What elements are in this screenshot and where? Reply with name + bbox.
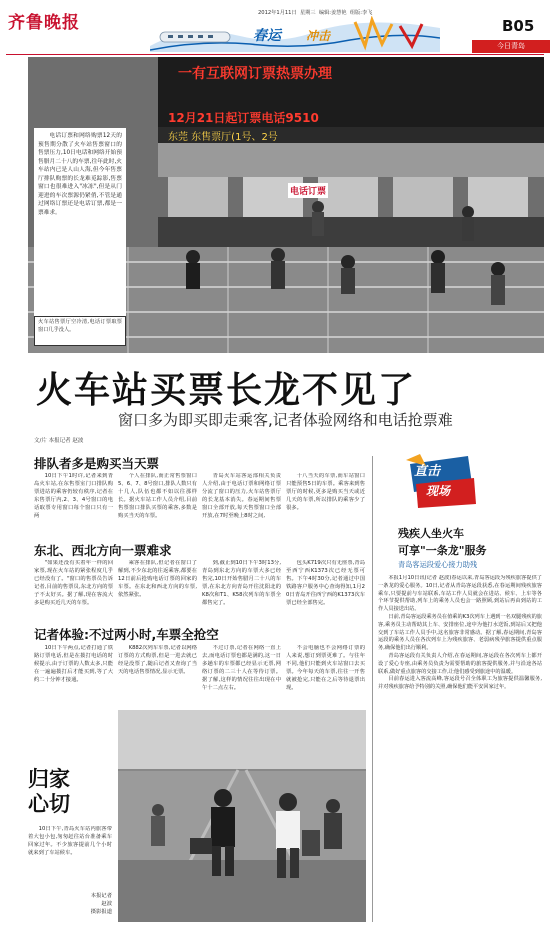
section2-col4-text: 包头K719次只有无座票,青岛至西宁西K1373次已经无票可售。下午4时30分,记者通过中国铁路客户服务中心查询得知,1月20日青岛开往西宁西的K1373次车票已经全部售完。 <box>286 560 365 606</box>
section1-col4 <box>286 473 365 533</box>
section1-col2-text: 个人在排队,而正常售票窗口5、6、7、8号窗口,排队人数只有十几人,队伍也都不如以往那样长。据火车站工作人员介绍,目前售票窗口排队买票的乘客,多数是购买当天的车票。 <box>118 473 197 519</box>
photo-intro <box>34 128 126 316</box>
caption-credit-1: 本报记者 <box>90 893 112 899</box>
travelers-photo <box>118 710 366 922</box>
side-title-line1: 残疾人坐火车 <box>398 527 464 540</box>
section3-col2 <box>118 645 197 705</box>
photo-caption <box>34 316 126 346</box>
photo-caption-text: 火车站售票厅空冷清,电话订票取票窗口几乎没人。 <box>38 319 122 333</box>
caption-heading <box>28 766 70 816</box>
section2-col3-text: 到,截止到10日下午3时13分,青岛到东北方向的车票大多已经售完,10日开始售腊月二十八的车票,在东北方向青岛开往沈阳北的K8次和T1、K58次列车的车票全都售完了。 <box>202 560 281 606</box>
subheadline: 窗口多为即买即走乘客,记者体验网络和电话抢票难 <box>118 411 453 429</box>
designer: 组版:李飞 <box>349 10 373 16</box>
screen-line-3: 东莞 东售票厅(1号、2号 <box>168 132 278 143</box>
banner-title: 春运 <box>253 28 281 44</box>
section1-col4-text: 十八当天的车票,而车站窗口只能预售5日的车票。乘客来到售票厅的时候,更多是购买当天或近几天的车票,所以排队的乘客少了很多。 <box>286 473 365 511</box>
caption-text-body: 10日下午,青岛火车站内旅客带着大包小包,匆匆赶往站台准备乘车回家过年。不少旅客提前几个小时就来到了车站候车。 <box>28 826 112 856</box>
section1-col2 <box>118 473 197 533</box>
newspaper-logo: 齐鲁晚报 <box>8 13 80 33</box>
editor: 编辑:姜慧艳 <box>318 10 347 16</box>
byline: 文/片 本报记者 赵波 <box>34 438 84 444</box>
issue-date: 2012年1月11日 <box>258 10 297 16</box>
screen-line-2: 12月21日起订票电话9510 <box>168 111 319 125</box>
section3-col1 <box>34 645 113 705</box>
section2-col4 <box>286 560 365 620</box>
section1-title: 排队者多是购买当天票 <box>34 456 160 471</box>
section3-title: 记者体验:不过两小时,车票全抢空 <box>34 627 219 642</box>
section3-col3 <box>202 645 281 705</box>
phone-booking-sign: 电话订票 <box>288 183 328 198</box>
section-label: 今日青岛 <box>472 40 550 53</box>
screen-line-1: 一有互联网订票热票办理 <box>178 66 332 82</box>
page-number: B05 <box>502 17 535 35</box>
badge-line2: 现场 <box>426 484 451 498</box>
side-subtitle: 青岛客运段爱心接力助残 <box>398 560 478 569</box>
caption-text <box>28 826 112 888</box>
headline: 火车站买票长龙不见了 <box>36 369 417 411</box>
side-story-body <box>378 575 542 920</box>
section2-col3 <box>202 560 281 620</box>
side-title-line2: 可享"一条龙"服务 <box>398 544 487 557</box>
section3-col1-text: 10日下午两点,记者打通了铁路订票电话,但是在拨打电话的时候提示,由于订票的人数太多,只能在一遍遍拨打后才能买到,等了大约二十分钟才接通。 <box>34 645 113 683</box>
section2-col1-text: "如果还没有买着年一样的回家票,现在火车站的紧张程度几乎已经没有了。"窗口的售票员告诉记者,目前的售票员,东北方向的票子不太好买。据了解,现在客流大多是购买近几天的车票。 <box>34 560 113 606</box>
section1-col1 <box>34 473 113 533</box>
header-rule <box>6 54 544 55</box>
section3-col2-text: K882次列车车票,记者以网络订票的方式购票,但是一进去就已经是没票了,随后记者又查询了当天的电话售票情况,显示无票。 <box>118 645 197 675</box>
section3-col3-text: 不过订票,记者在网络一直上去,而电话订票也都是满的,这一日多趟车的车票都已经显示无票,网络订票的二三十人在等待订票。据了解,这样的情况往往出现在中午十二点左右。 <box>202 645 281 691</box>
section2-col2 <box>118 560 197 620</box>
caption-credit-3: 摄影报道 <box>90 909 112 915</box>
section1-col1-text: 10日下午1时许,记者来到青岛火车站,在东售票室门口排队购票进站的乘客仍较有秩序,记者在东售票厅内,2、3、4号窗口的电话取票专用窗口每个窗口只有一两 <box>34 473 113 519</box>
issue-weekday: 星期三 <box>299 10 316 16</box>
side-para-4: 目前春运进入客流高峰,客运段号召全体职工为旅客提供温馨服务,并对残疾旅客给予特别的关照,确保他们能平安回家过年。 <box>378 676 542 691</box>
caption-credit <box>72 892 112 916</box>
section2-col1 <box>34 560 113 620</box>
side-para-1: 本报1月10日讯(记者 赵波)春运以来,青岛客运段为残疾旅客提供了一条龙的爱心服务。10日,记者从青岛客运段获悉,在春运期间残疾旅客乘车,只要提前与车站联系,车站工作人员就会在进站、候车、上车等各个环节提供帮助,列车上的乘务人员也会一路照顾,到站后再由到站的工作人员接送出站。 <box>378 575 542 613</box>
section1-col3 <box>202 473 281 533</box>
issue-info <box>258 9 372 16</box>
caption-heading-line2: 心切 <box>28 791 70 816</box>
badge-line1: 直击 <box>414 464 441 479</box>
spring-festival-banner <box>150 16 440 52</box>
travelers-photo-drawing <box>118 710 366 922</box>
section3-col4 <box>286 645 365 705</box>
caption-heading-line1: 归家 <box>28 766 70 791</box>
section1-col3-text: 青岛火车站客运部相关负责人介绍,由于电话订票和网络订票分流了窗口的压力,火车站售票厅的长龙基本消失。春运期间售票窗口全部开放,每天售票窗口全部开放,在7时至晚上8时之间, <box>202 473 281 519</box>
caption-credit-2: 赵波 <box>101 901 112 907</box>
side-para-3: 青岛客运段有关负责人介绍,在春运期间,客运段在各次列车上都开设了爱心专座,由乘务员负责为需要帮助的旅客提供服务,并与沿途各站联系,做好重点旅客的交接工作,让他们感受到旅途中的温暖。 <box>378 652 542 675</box>
section3-col4-text: 不会电脑也不会网络订票的人来说,想订到票更难了。与往年不同,他们只能到火车站窗口去买票。今年每天的车票,往往一开售就被抢完,只能在之后等待退票出现。 <box>286 645 365 691</box>
photo-intro-text: 电话订票和网络购票12天的预售期分散了火车站售票窗口的售票压力,10日电话和网络开始预售腊月二十八的车票,往年此时,火车站内已是人山人海,但今年售票厅排队购票的长龙难觅踪影,售票窗口也很难进入"冰冻",但是从门迎进的车次票源仍紧俏,不管是通过网络订票还是电话订票,都是一票难求。 <box>38 133 122 216</box>
section2-title: 东北、西北方向一票难求 <box>34 543 172 558</box>
section2-col2-text: 乘客在排队,但记者在窗口了解到,不少东北的往返乘客,都要在12日前后抢购电话订票的回家的车票。在东北和西北方向的车票,依然紧张。 <box>118 560 197 598</box>
side-para-2: 日前,青岛客运段乘务员在值乘的K3次列车上遇到一名双腿残疾的旅客,乘务员主动帮助其上车、安排座位,途中为他打水送饭,到站后又把他交到了车站工作人员手中,这名旅客非常感动。据了解,春运期间,青岛客运段的乘务人员在各次列车上为残疾旅客、老弱病残孕旅客提供重点服务,确保他们出行顺利。 <box>378 613 542 652</box>
banner-tag: 冲击 <box>306 29 331 43</box>
